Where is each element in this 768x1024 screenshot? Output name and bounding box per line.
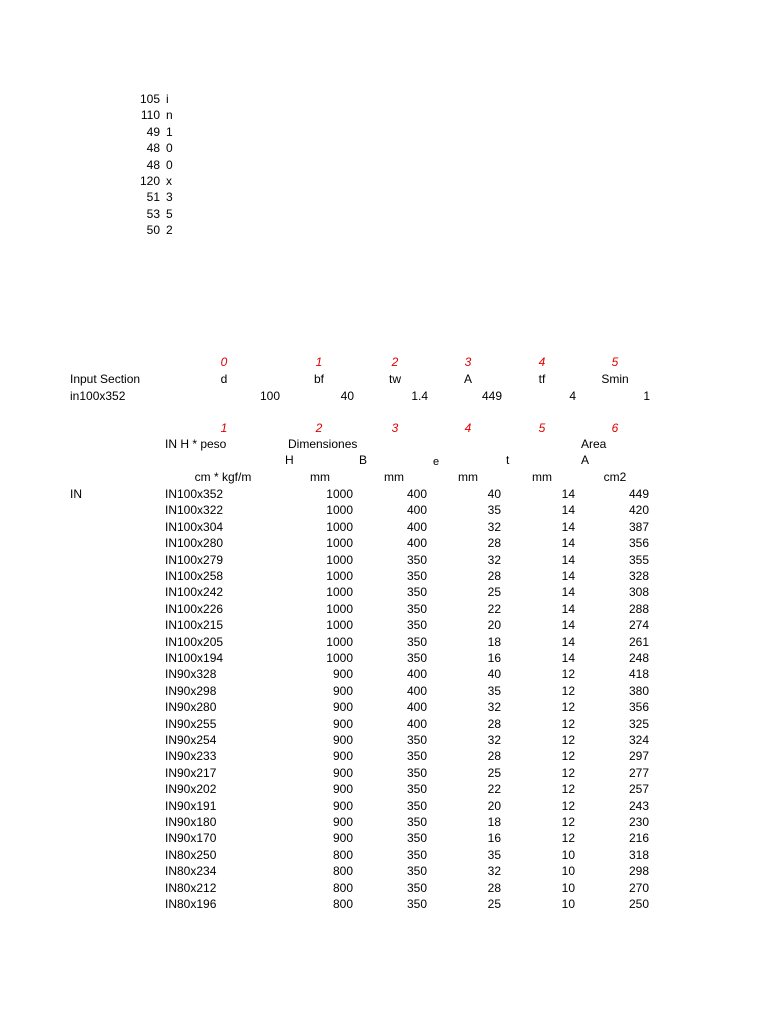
cell-t: 12: [561, 667, 575, 682]
cell-h: 800: [332, 864, 353, 879]
cell-b: 350: [406, 552, 427, 567]
cell-b: 350: [406, 831, 427, 846]
cell-section-name: IN100x279: [165, 552, 224, 567]
char-code-char: 0: [166, 141, 173, 156]
cell-t: 14: [561, 503, 575, 518]
sub-header-e: e: [433, 456, 440, 468]
char-code-char: 1: [166, 124, 173, 139]
cell-h: 900: [332, 782, 353, 797]
table-index-label: 4: [464, 421, 472, 435]
char-code-char: i: [166, 92, 169, 106]
cell-e: 22: [487, 782, 501, 797]
cell-a: 318: [628, 847, 649, 862]
char-code-number: 48: [146, 157, 160, 172]
char-code-char: 2: [166, 223, 173, 238]
cell-e: 35: [487, 503, 501, 518]
cell-h: 900: [332, 798, 353, 813]
cell-h: 1000: [326, 487, 353, 501]
cell-b: 350: [406, 618, 427, 633]
input-index-label: 2: [391, 355, 399, 369]
cell-a: 355: [628, 552, 649, 567]
cell-a: 243: [628, 798, 649, 813]
cell-a: 356: [628, 700, 649, 715]
cell-e: 16: [487, 651, 501, 665]
input-index-label: 0: [220, 355, 228, 369]
cell-b: 350: [406, 880, 427, 895]
input-index-label: 5: [611, 355, 619, 369]
cell-a: 418: [628, 667, 649, 682]
cell-e: 40: [487, 667, 501, 682]
col-title-name: IN H * peso: [165, 437, 227, 451]
table-index-label: 3: [391, 421, 399, 435]
cell-e: 32: [487, 864, 501, 879]
cell-a: 298: [628, 864, 649, 879]
unit-header-b: mm: [384, 470, 404, 484]
table-index-label: 6: [611, 421, 619, 435]
cell-h: 800: [332, 847, 353, 862]
cell-b: 350: [406, 897, 427, 911]
cell-b: 350: [406, 782, 427, 797]
cell-h: 1000: [326, 618, 353, 633]
cell-section-name: IN80x196: [165, 897, 217, 911]
cell-section-name: IN100x215: [165, 618, 224, 633]
unit-header-h: mm: [310, 470, 330, 484]
cell-a: 274: [628, 618, 649, 633]
cell-a: 277: [628, 765, 649, 780]
sub-header-t: t: [506, 453, 510, 467]
input-header-bf: bf: [313, 372, 324, 386]
cell-section-name: IN90x298: [165, 683, 217, 698]
cell-section-name: IN100x280: [165, 536, 224, 551]
cell-b: 350: [406, 749, 427, 764]
cell-section-name: IN100x304: [165, 519, 224, 534]
cell-b: 350: [406, 569, 427, 583]
cell-t: 10: [561, 847, 575, 862]
unit-header-name: cm * kgf/m: [194, 470, 252, 484]
cell-e: 16: [487, 831, 501, 846]
cell-e: 18: [487, 815, 501, 829]
cell-t: 12: [561, 765, 575, 780]
cell-a: 356: [628, 536, 649, 551]
cell-a: 230: [628, 815, 649, 829]
cell-b: 350: [406, 864, 427, 879]
cell-h: 1000: [326, 536, 353, 551]
cell-t: 14: [561, 651, 575, 665]
cell-a: 387: [628, 519, 649, 534]
cell-e: 35: [487, 847, 501, 862]
cell-section-name: IN90x233: [165, 749, 217, 764]
table-index-label: 2: [315, 421, 323, 435]
table-index-label: 5: [538, 421, 546, 435]
cell-section-name: IN80x212: [165, 880, 217, 895]
cell-b: 400: [406, 667, 427, 682]
input-value-bf[interactable]: 40: [340, 389, 354, 403]
cell-a: 328: [628, 569, 649, 583]
cell-h: 1000: [326, 585, 353, 600]
unit-header-a: cm2: [603, 470, 627, 484]
cell-a: 380: [628, 683, 649, 698]
char-code-number: 49: [146, 124, 160, 139]
cell-b: 400: [406, 716, 427, 731]
cell-e: 22: [487, 601, 501, 616]
cell-section-name: IN100x242: [165, 585, 224, 600]
cell-h: 800: [332, 897, 353, 911]
cell-a: 308: [628, 585, 649, 600]
char-code-number: 53: [146, 206, 160, 221]
sub-header-b: B: [359, 453, 368, 467]
cell-a: 257: [628, 782, 649, 797]
col-title-area: Area: [581, 437, 607, 451]
cell-h: 900: [332, 765, 353, 780]
cell-b: 400: [406, 519, 427, 534]
cell-t: 14: [561, 618, 575, 633]
cell-section-name: IN80x234: [165, 864, 217, 879]
cell-section-name: IN100x194: [165, 651, 224, 665]
char-code-char: 0: [166, 157, 173, 172]
cell-section-name: IN90x254: [165, 733, 217, 747]
input-value-tf[interactable]: 4: [569, 389, 576, 403]
cell-e: 25: [487, 585, 501, 600]
cell-b: 350: [406, 651, 427, 665]
cell-h: 900: [332, 683, 353, 698]
cell-h: 900: [332, 733, 353, 747]
cell-a: 449: [628, 487, 649, 501]
input-header-smin: Smin: [601, 372, 629, 386]
char-code-char: 5: [166, 206, 173, 221]
cell-t: 12: [561, 831, 575, 846]
cell-t: 12: [561, 716, 575, 731]
char-code-number: 110: [140, 108, 160, 123]
cell-t: 12: [561, 815, 575, 829]
cell-h: 800: [332, 880, 353, 895]
cell-section-name: IN90x191: [165, 798, 217, 813]
cell-e: 40: [487, 487, 501, 501]
unit-header-e: mm: [458, 470, 478, 484]
cell-h: 1000: [326, 634, 353, 649]
cell-h: 1000: [326, 601, 353, 616]
cell-a: 261: [628, 634, 649, 649]
cell-section-name: IN100x258: [165, 569, 224, 583]
cell-t: 14: [561, 536, 575, 551]
cell-b: 400: [406, 487, 427, 501]
cell-a: 216: [628, 831, 649, 846]
cell-t: 10: [561, 880, 575, 895]
cell-h: 1000: [326, 519, 353, 534]
input-header-a: A: [463, 372, 472, 386]
cell-e: 28: [487, 749, 501, 764]
cell-t: 10: [561, 897, 575, 911]
cell-a: 325: [628, 716, 649, 731]
unit-header-t: mm: [532, 470, 552, 484]
cell-h: 900: [332, 749, 353, 764]
cell-t: 12: [561, 733, 575, 747]
cell-e: 32: [487, 700, 501, 715]
cell-t: 12: [561, 798, 575, 813]
input-header-d: d: [220, 372, 228, 386]
cell-h: 1000: [326, 552, 353, 567]
cell-h: 1000: [326, 651, 353, 665]
char-code-number: 51: [146, 190, 160, 205]
cell-t: 14: [561, 585, 575, 600]
cell-h: 900: [332, 831, 353, 846]
cell-h: 900: [332, 815, 353, 829]
cell-e: 28: [487, 716, 501, 731]
cell-e: 20: [487, 618, 501, 633]
cell-e: 18: [487, 634, 501, 649]
cell-section-name: IN90x180: [165, 815, 217, 829]
cell-e: 28: [487, 880, 501, 895]
sub-header-a: A: [581, 453, 590, 467]
char-code-number: 50: [146, 223, 160, 238]
cell-a: 420: [628, 503, 649, 518]
cell-a: 288: [628, 601, 649, 616]
input-header-tf: tf: [538, 372, 546, 386]
cell-b: 350: [406, 765, 427, 780]
cell-section-name: IN100x226: [165, 601, 224, 616]
input-index-label: 3: [464, 355, 472, 369]
input-section-value[interactable]: in100x352: [70, 389, 126, 403]
table-index-label: 1: [220, 421, 228, 435]
cell-a: 250: [628, 897, 649, 911]
cell-h: 1000: [326, 503, 353, 518]
cell-b: 350: [406, 798, 427, 813]
cell-section-name: IN90x170: [165, 831, 217, 846]
cell-t: 14: [561, 519, 575, 534]
input-header-tw: tw: [389, 372, 401, 386]
cell-e: 20: [487, 798, 501, 813]
cell-t: 14: [561, 552, 575, 567]
char-code-char: n: [166, 108, 173, 123]
input-section-label: Input Section: [70, 372, 141, 386]
char-code-number: 120: [139, 174, 160, 188]
input-index-label: 4: [538, 355, 546, 369]
input-index-label: 1: [315, 355, 323, 369]
char-code-number: 48: [146, 141, 160, 156]
cell-section-name: IN90x217: [165, 765, 217, 780]
col-title-dimensions: Dimensiones: [288, 437, 358, 451]
cell-b: 350: [406, 733, 427, 747]
cell-t: 14: [561, 569, 575, 583]
cell-section-name: IN80x250: [165, 847, 217, 862]
input-value-d[interactable]: 100: [259, 389, 280, 403]
cell-b: 400: [406, 700, 427, 715]
cell-e: 32: [487, 733, 501, 747]
cell-b: 400: [406, 683, 427, 698]
cell-b: 350: [406, 634, 427, 649]
cell-t: 14: [561, 487, 575, 501]
cell-section-name: IN90x255: [165, 716, 217, 731]
input-value-tw[interactable]: 1.4: [411, 389, 428, 403]
cell-a: 248: [628, 651, 649, 665]
cell-b: 350: [406, 847, 427, 862]
cell-t: 12: [561, 683, 575, 698]
cell-b: 400: [406, 503, 427, 518]
cell-a: 297: [628, 749, 649, 764]
cell-section-name: IN100x352: [165, 487, 224, 501]
cell-e: 32: [487, 519, 501, 534]
cell-e: 32: [487, 552, 501, 567]
family-label: IN: [70, 487, 82, 501]
cell-b: 350: [406, 585, 427, 600]
cell-e: 25: [487, 897, 501, 911]
cell-t: 12: [561, 700, 575, 715]
char-code-number: 105: [139, 92, 160, 106]
cell-e: 28: [487, 569, 501, 583]
cell-h: 900: [332, 700, 353, 715]
cell-t: 14: [561, 601, 575, 616]
input-value-a[interactable]: 449: [481, 389, 502, 403]
cell-h: 900: [332, 667, 353, 682]
cell-h: 900: [332, 716, 353, 731]
cell-e: 25: [487, 765, 501, 780]
cell-t: 12: [561, 782, 575, 797]
cell-a: 324: [628, 733, 649, 747]
cell-section-name: IN90x280: [165, 700, 217, 715]
cell-t: 10: [561, 864, 575, 879]
cell-section-name: IN100x205: [165, 634, 224, 649]
char-code-char: x: [166, 174, 172, 188]
cell-b: 350: [406, 601, 427, 616]
input-value-smin[interactable]: 1: [643, 389, 650, 403]
cell-t: 12: [561, 749, 575, 764]
cell-section-name: IN90x328: [165, 667, 217, 682]
cell-e: 35: [487, 683, 501, 698]
cell-section-name: IN90x202: [165, 782, 217, 797]
char-code-char: 3: [166, 190, 173, 205]
cell-b: 400: [406, 536, 427, 551]
cell-t: 14: [561, 634, 575, 649]
cell-e: 28: [487, 536, 501, 551]
cell-h: 1000: [326, 569, 353, 583]
sub-header-h: H: [285, 453, 294, 467]
cell-section-name: IN100x322: [165, 503, 224, 518]
cell-a: 270: [628, 880, 649, 895]
cell-b: 350: [406, 815, 427, 829]
